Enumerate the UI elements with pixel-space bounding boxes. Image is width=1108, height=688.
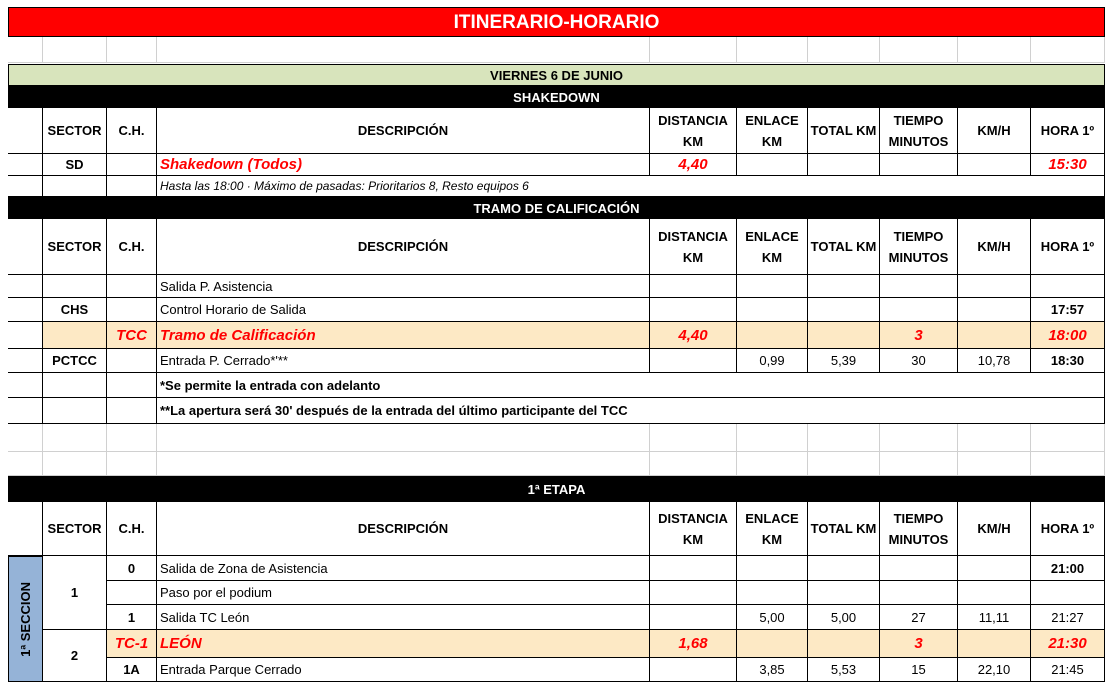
column-header-total: TOTAL KM [808,108,880,154]
empty-cell [8,502,43,556]
cell-ch [107,176,157,197]
cell-desc: Salida P. Asistencia [157,275,650,298]
empty-cell [808,37,880,63]
empty-cell [650,452,737,476]
cell-distancia [650,349,737,373]
empty-cell [8,373,43,398]
cell-hora: 21:45 [1031,658,1105,682]
cell-ch [107,398,157,424]
cell-enlace: 5,00 [737,605,808,630]
empty-cell [107,424,157,452]
empty-cell [8,176,43,197]
column-header-tiempo: TIEMPO MINUTOS [880,502,958,556]
cell-distancia [650,275,737,298]
cell-enlace [737,154,808,176]
title-bar: ITINERARIO-HORARIO [8,7,1105,37]
cell-kmh: 10,78 [958,349,1031,373]
cell-tiempo [880,275,958,298]
empty-cell [808,424,880,452]
column-header-distancia: DISTANCIA KM [650,502,737,556]
cell-tiempo: 30 [880,349,958,373]
column-header-enlace: ENLACE KM [737,219,808,275]
cell-tiempo [880,298,958,322]
cell-sector: 1 [43,556,107,630]
empty-cell [1031,37,1105,63]
cell-hora: 17:57 [1031,298,1105,322]
cell-distancia: 4,40 [650,322,737,349]
column-header-kmh: KM/H [958,219,1031,275]
column-header-enlace: ENLACE KM [737,108,808,154]
column-header-sector: SECTOR [43,108,107,154]
cell-enlace [737,298,808,322]
cell-ch [107,581,157,605]
cell-desc: Entrada P. Cerrado*'** [157,349,650,373]
column-header-ch: C.H. [107,502,157,556]
empty-cell [1031,452,1105,476]
column-header-ch: C.H. [107,219,157,275]
cell-total: 5,53 [808,658,880,682]
empty-cell [107,37,157,63]
cell-tiempo: 3 [880,630,958,658]
cell-desc: Control Horario de Salida [157,298,650,322]
cell-kmh [958,581,1031,605]
cell-kmh [958,298,1031,322]
cell-sector [43,275,107,298]
cell-ch [107,298,157,322]
cell-desc: Shakedown (Todos) [157,154,650,176]
empty-cell [737,452,808,476]
empty-cell [8,154,43,176]
cell-enlace [737,556,808,581]
cell-desc: LEÓN [157,630,650,658]
cell-desc: **La apertura será 30' después de la entrada del último participante del TCC [157,398,1105,424]
cell-ch [107,154,157,176]
cell-total [808,298,880,322]
cell-tiempo [880,581,958,605]
empty-cell [880,452,958,476]
column-header-descripcion: DESCRIPCIÓN [157,108,650,154]
cell-hora [1031,275,1105,298]
empty-cell [958,452,1031,476]
cell-ch: TC-1 [107,630,157,658]
cell-distancia [650,658,737,682]
cell-total: 5,39 [808,349,880,373]
column-header-ch: C.H. [107,108,157,154]
cell-enlace [737,630,808,658]
column-header-sector: SECTOR [43,219,107,275]
empty-cell [737,37,808,63]
cell-tiempo: 15 [880,658,958,682]
day-bar: VIERNES 6 DE JUNIO [8,64,1105,86]
cell-distancia: 4,40 [650,154,737,176]
empty-cell [8,452,43,476]
column-header-total: TOTAL KM [808,502,880,556]
cell-hora: 21:30 [1031,630,1105,658]
column-header-enlace: ENLACE KM [737,502,808,556]
cell-desc: Paso por el podium [157,581,650,605]
cell-ch: 0 [107,556,157,581]
cell-desc: Salida TC León [157,605,650,630]
cell-desc: Entrada Parque Cerrado [157,658,650,682]
section-label-text: 1ª SECCION [18,581,33,657]
cell-total [808,581,880,605]
empty-cell [8,108,43,154]
cell-desc: Salida de Zona de Asistencia [157,556,650,581]
empty-cell [8,322,43,349]
empty-cell [43,424,107,452]
column-header-tiempo: TIEMPO MINUTOS [880,108,958,154]
empty-cell [8,398,43,424]
cell-sector: PCTCC [43,349,107,373]
empty-cell [737,424,808,452]
cell-tiempo [880,556,958,581]
cell-enlace: 0,99 [737,349,808,373]
empty-cell [8,275,43,298]
cell-sector [43,398,107,424]
empty-cell [8,349,43,373]
column-header-total: TOTAL KM [808,219,880,275]
empty-cell [107,452,157,476]
cell-kmh [958,322,1031,349]
empty-cell [1031,424,1105,452]
empty-cell [157,37,650,63]
column-header-hora: HORA 1º [1031,502,1105,556]
empty-cell [43,37,107,63]
cell-ch [107,373,157,398]
column-header-sector: SECTOR [43,502,107,556]
column-header-distancia: DISTANCIA KM [650,108,737,154]
cell-desc: *Se permite la entrada con adelanto [157,373,1105,398]
cell-enlace [737,322,808,349]
empty-cell [157,452,650,476]
section-bar-etapa-1: 1ª ETAPA [8,476,1105,502]
cell-enlace [737,581,808,605]
cell-total [808,322,880,349]
cell-sector: 2 [43,630,107,682]
column-header-hora: HORA 1º [1031,108,1105,154]
cell-kmh [958,275,1031,298]
cell-hora: 21:27 [1031,605,1105,630]
column-header-kmh: KM/H [958,108,1031,154]
cell-distancia [650,556,737,581]
cell-kmh [958,556,1031,581]
cell-ch: TCC [107,322,157,349]
empty-cell [8,424,43,452]
cell-total [808,275,880,298]
section-bar-tramo-calificacion: TRAMO DE CALIFICACIÓN [8,197,1105,219]
empty-cell [650,37,737,63]
cell-kmh: 11,11 [958,605,1031,630]
cell-total [808,154,880,176]
cell-ch: 1 [107,605,157,630]
cell-ch: 1A [107,658,157,682]
cell-sector: CHS [43,298,107,322]
column-header-descripcion: DESCRIPCIÓN [157,502,650,556]
cell-enlace [737,275,808,298]
column-header-descripcion: DESCRIPCIÓN [157,219,650,275]
cell-kmh: 22,10 [958,658,1031,682]
cell-kmh [958,630,1031,658]
empty-cell [8,298,43,322]
cell-distancia: 1,68 [650,630,737,658]
cell-desc: Hasta las 18:00 · Máximo de pasadas: Prioritarios 8, Resto equipos 6 [157,176,1105,197]
cell-distancia [650,298,737,322]
empty-cell [880,424,958,452]
cell-sector [43,176,107,197]
cell-ch [107,275,157,298]
cell-kmh [958,154,1031,176]
cell-tiempo: 27 [880,605,958,630]
empty-cell [157,424,650,452]
column-header-tiempo: TIEMPO MINUTOS [880,219,958,275]
section-bar-shakedown: SHAKEDOWN [8,86,1105,108]
cell-sector [43,373,107,398]
cell-sector [43,322,107,349]
cell-total: 5,00 [808,605,880,630]
empty-cell [43,452,107,476]
cell-tiempo: 3 [880,322,958,349]
cell-hora: 15:30 [1031,154,1105,176]
cell-distancia [650,605,737,630]
cell-enlace: 3,85 [737,658,808,682]
cell-hora [1031,581,1105,605]
empty-cell [8,37,43,63]
cell-total [808,630,880,658]
cell-distancia [650,581,737,605]
empty-cell [958,37,1031,63]
section-label-seccion-1 [8,556,43,682]
empty-cell [808,452,880,476]
column-header-hora: HORA 1º [1031,219,1105,275]
empty-cell [8,219,43,275]
cell-tiempo [880,154,958,176]
cell-hora: 18:00 [1031,322,1105,349]
column-header-distancia: DISTANCIA KM [650,219,737,275]
empty-cell [958,424,1031,452]
cell-total [808,556,880,581]
cell-hora: 21:00 [1031,556,1105,581]
empty-cell [880,37,958,63]
cell-sector: SD [43,154,107,176]
cell-hora: 18:30 [1031,349,1105,373]
cell-ch [107,349,157,373]
cell-desc: Tramo de Calificación [157,322,650,349]
empty-cell [650,424,737,452]
column-header-kmh: KM/H [958,502,1031,556]
